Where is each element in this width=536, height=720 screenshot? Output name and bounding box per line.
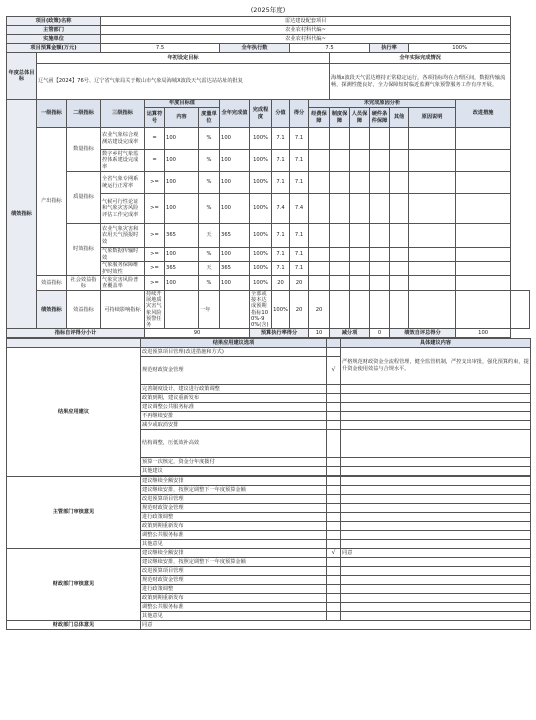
value-cell: 100 (165, 194, 199, 224)
section-label: 主管部门审核意见 (7, 476, 141, 548)
result-table (6, 338, 531, 630)
check-cell[interactable] (327, 512, 341, 521)
check-cell[interactable] (327, 584, 341, 593)
table-row (7, 291, 530, 329)
col-fix: 改进措施 (456, 100, 511, 128)
deg-cell: 100% (272, 291, 290, 329)
check-cell[interactable] (327, 429, 341, 457)
budget-value: 7.5 (101, 44, 220, 53)
done-cell: 全部或接本达成预期指标100%-90%(含) (250, 291, 272, 329)
check-cell[interactable] (327, 611, 341, 620)
option-label: 建议继续全额安排 (141, 476, 327, 485)
option-label: 改进预算项目管理 (141, 494, 327, 503)
deg-cell: 100% (250, 172, 272, 194)
deg-cell: 100% (250, 262, 272, 276)
option-label: 改进预算项目管理 (141, 566, 327, 575)
check-cell[interactable] (327, 393, 341, 402)
l3-cell: 气象服务保障维护时效性 (101, 262, 145, 276)
unit-cell (220, 291, 250, 329)
got-cell: 7.1 (290, 172, 309, 194)
l2-cell: 质量指标 (67, 172, 101, 224)
option-label: 政策到期，建议重新发布 (141, 393, 327, 402)
col-content: 内容 (165, 108, 199, 128)
check-cell[interactable] (327, 476, 341, 485)
op-cell: >= (145, 172, 165, 194)
option-label: 建议继续安排，按照定调整下一年度预算金额 (141, 485, 327, 494)
option-label: 规范财政资金管理 (141, 503, 327, 512)
value-cell: 100 (165, 128, 199, 150)
unit: 农业农村科代编~ (101, 35, 511, 44)
plan-text: 辽气函【2024】76号、辽宁省气象局关于鞍山市气象局海城X波段天气雷达站站址的批复 (37, 64, 330, 100)
check-cell[interactable] (327, 494, 341, 503)
year-title: (2025年度) (250, 6, 286, 14)
got-cell: 7.4 (290, 194, 309, 224)
option-label: 建议继续全额安排 (141, 548, 327, 557)
done-cell: 365 (220, 262, 250, 276)
unit-cell: % (199, 172, 220, 194)
l2-cell: 数量指标 (67, 128, 101, 172)
value-cell: 100 (165, 150, 199, 172)
value-cell: 100 (165, 248, 199, 262)
col-unit: 度量单位 (199, 108, 220, 128)
section-label: 财政部门总体意见 (7, 620, 141, 629)
score-cell: 7.1 (272, 128, 290, 150)
check-cell[interactable] (327, 602, 341, 611)
plan-label: 年初设定目标 (37, 53, 330, 64)
check-cell[interactable] (327, 566, 341, 575)
check-cell[interactable] (327, 457, 341, 466)
done-cell: 365 (220, 224, 250, 248)
check-mark[interactable]: √ (327, 356, 341, 384)
check-cell[interactable] (327, 402, 341, 411)
option-label: 预算一次核定，资金分年度拨付 (141, 457, 327, 466)
check-cell[interactable] (327, 411, 341, 420)
unit-cell: 天 (199, 262, 220, 276)
col-r2: 制度保障 (330, 108, 350, 128)
dept-row (7, 26, 530, 35)
section-label: 财政部门审核意见 (7, 548, 141, 620)
deg-cell: 100% (250, 128, 272, 150)
deg-cell: 100% (250, 150, 272, 172)
score-cell: 7.1 (272, 262, 290, 276)
check-mark[interactable]: √ (327, 548, 341, 557)
label: 项目(政策)名称 (7, 17, 101, 26)
unit-cell: 天 (199, 224, 220, 248)
option-label: 调整公共服务标准 (141, 602, 327, 611)
check-cell[interactable] (327, 503, 341, 512)
actual-text: 海城x波段天气雷达维持正常稳定运行，各项指标均在合理区间，数据传输流畅，探测性能良好，全力保障短时临近监测气象预警服务工作有序开展。 (330, 64, 511, 100)
got-cell: 7.1 (290, 262, 309, 276)
check-cell[interactable] (327, 466, 341, 475)
got-cell: 20 (290, 276, 309, 291)
col-l3: 三级指标 (101, 100, 145, 128)
option-label: 政策到期重新发布 (141, 593, 327, 602)
done-cell: 100 (220, 150, 250, 172)
evaluation-form (6, 4, 530, 630)
table-row (7, 224, 530, 248)
option-row (7, 476, 531, 485)
overall-text: 同意 (141, 620, 531, 629)
summary-row (7, 329, 530, 338)
col-r4: 硬件条件保障 (370, 108, 390, 128)
option-label: 进行政策调整 (141, 512, 327, 521)
perf-label: 绩效指标 (7, 100, 37, 329)
indicator-head-row-1 (7, 100, 530, 108)
option-label: 不再继续安排 (141, 411, 327, 420)
check-cell[interactable] (327, 485, 341, 494)
goal-label: 年度总体目标 (7, 53, 37, 100)
check-cell[interactable] (327, 384, 341, 393)
label: 执行率 (370, 44, 409, 53)
check-cell[interactable] (327, 521, 341, 530)
actual-label: 全年实际完成情况 (330, 53, 511, 64)
deduct-value: 0 (370, 329, 390, 338)
got-cell: 7.1 (290, 224, 309, 248)
deduct-label: 减分项 (330, 329, 370, 338)
check-cell[interactable] (327, 557, 341, 566)
section-label: 结果应用建议 (7, 347, 141, 476)
deg-cell: 100% (250, 276, 272, 291)
l3-cell: 数字乡村气象监控体系建设完成率 (101, 150, 145, 172)
option-label: 其他意见 (141, 611, 327, 620)
goal-text-row (7, 64, 530, 100)
score-cell: 20 (272, 276, 290, 291)
done-cell: 100 (220, 276, 250, 291)
col-done: 全年完成值 (220, 100, 250, 128)
deg-cell: 100% (250, 248, 272, 262)
rate-value: 100% (409, 44, 511, 53)
check-cell[interactable] (327, 539, 341, 548)
subtotal-value: 90 (145, 329, 250, 338)
subtotal-label: 指标自评得分小计 (7, 329, 145, 338)
check-cell[interactable] (327, 530, 341, 539)
option-label: 建议调整公共服务标准 (141, 402, 327, 411)
option-label: 调整公共服务标准 (141, 530, 327, 539)
col-score: 分值 (272, 100, 290, 128)
score-cell: 7.4 (272, 194, 290, 224)
table-row (7, 172, 530, 194)
total-label: 绩效自评总得分 (390, 329, 456, 338)
value-cell: 100 (165, 276, 199, 291)
col-r3: 人员保障 (350, 108, 370, 128)
project-name-row (7, 17, 530, 26)
option-label: 结构调整，压低效补高效 (141, 429, 327, 457)
check-cell[interactable] (327, 593, 341, 602)
result-head (7, 338, 531, 347)
op-cell: >= (145, 224, 165, 248)
unit-cell: % (199, 276, 220, 291)
col-l1: 一级指标 (37, 100, 67, 128)
check-cell[interactable] (327, 575, 341, 584)
option-label: 进行政策调整 (141, 584, 327, 593)
label: 主管部门 (7, 26, 101, 35)
got-cell: 7.1 (290, 248, 309, 262)
advice-text: 严格规范财政资金全流程管理，健全监管机制，严控支出审批，强化预算约束，提升资金使用效益与合规水平。 (341, 347, 531, 384)
l2-cell: 时效指标 (67, 224, 101, 276)
dept: 农业农村科代编~ (101, 26, 511, 35)
exec-value: 7.5 (290, 44, 370, 53)
self-evaluation-table (6, 16, 530, 338)
op-cell: >= (145, 248, 165, 262)
option-label: 改进预算项目管理(改进措施和方式) (141, 347, 327, 356)
op-cell: >= (145, 194, 165, 224)
col-r1: 经费保障 (309, 108, 330, 128)
option-label: 其他意见 (141, 539, 327, 548)
option-head: 结果应用建议选项 (141, 338, 327, 347)
col-target: 年度目标值 (145, 100, 220, 108)
total-value: 100 (456, 329, 511, 338)
op-cell (165, 291, 199, 329)
score-cell: 7.1 (272, 224, 290, 248)
option-label: 规范财政资金管理 (141, 575, 327, 584)
l3-cell: 全省气象专网系统运行正常率 (101, 172, 145, 194)
perf-label-2: 绩效指标 (37, 291, 67, 329)
unit-row (7, 35, 530, 44)
deg-cell: 100% (250, 194, 272, 224)
score-cell: 7.1 (272, 172, 290, 194)
unit-cell: % (199, 248, 220, 262)
deg-cell: 100% (250, 224, 272, 248)
score-cell: 7.1 (272, 150, 290, 172)
option-label: 政策到期重新发布 (141, 521, 327, 530)
label: 全年执行数 (220, 44, 290, 53)
l2-cell: 可持续影响指标 (101, 291, 145, 329)
l3-cell: 农业气象综合观测站建设完成率 (101, 128, 145, 150)
col-op: 运算符号 (145, 108, 165, 128)
score-cell: 7.1 (272, 248, 290, 262)
l3-cell: 气象灾害风险普查覆盖率 (101, 276, 145, 291)
check-cell[interactable] (327, 420, 341, 429)
col-r5: 其他 (390, 108, 409, 128)
value-cell: 一年 (199, 291, 220, 329)
table-row (7, 128, 530, 150)
unit-cell: % (199, 150, 220, 172)
col-got: 得分 (290, 100, 309, 128)
label: 实施单位 (7, 35, 101, 44)
op-cell: >= (145, 276, 165, 291)
option-label: 减少或取消安排 (141, 420, 327, 429)
l1-cell: 效益指标 (67, 291, 101, 329)
option-label: 规范财政资金管理 (141, 356, 327, 384)
col-l2: 二级指标 (67, 100, 101, 128)
col-reason: 未完成原因分析 (309, 100, 456, 108)
value-cell: 100 (165, 172, 199, 194)
done-cell: 100 (220, 194, 250, 224)
l1-cell: 产出指标 (37, 128, 67, 276)
l3-cell: 气象数据传输时效 (101, 248, 145, 262)
l3-cell: 农业气象灾害和农用天气预报时效 (101, 224, 145, 248)
l1-cell: 效益指标 (37, 276, 67, 291)
l3-cell: 气候可行性论证和气象灾害风险评估工作完成率 (101, 194, 145, 224)
option-label: 其他建议 (141, 466, 327, 475)
value-cell: 365 (165, 262, 199, 276)
done-cell: 100 (220, 128, 250, 150)
got-cell: 7.1 (290, 150, 309, 172)
l3-cell: 持续开展地质灾害气象风险预警任务 (145, 291, 165, 329)
done-cell: 100 (220, 172, 250, 194)
table-row (7, 276, 530, 291)
exec-score-label: 预算执行率得分 (250, 329, 309, 338)
agree-text: 同意 (341, 548, 531, 557)
score-cell: 20 (290, 291, 309, 329)
content-head: 具体建议内容 (341, 338, 531, 347)
option-row (7, 347, 531, 356)
op-cell: >= (145, 262, 165, 276)
option-label: 建议继续安排，按照定调整下一年度预算金额 (141, 557, 327, 566)
got-cell: 20 (309, 291, 330, 329)
op-cell: = (145, 128, 165, 150)
option-row (7, 548, 531, 557)
option-label: 完善制度设计，建议进行政策调整 (141, 384, 327, 393)
col-r6: 原因说明 (409, 108, 456, 128)
op-cell: = (145, 150, 165, 172)
col-deg: 完成程度 (250, 100, 272, 128)
unit-cell: % (199, 194, 220, 224)
exec-score-value: 10 (309, 329, 330, 338)
project-name: 雷达建设配套项目 (101, 17, 511, 26)
value-cell: 365 (165, 224, 199, 248)
budget-row (7, 44, 530, 53)
check-cell[interactable] (327, 347, 341, 356)
overall-row (7, 620, 531, 629)
label: 项目预算金额(万元) (7, 44, 101, 53)
done-cell: 100 (220, 248, 250, 262)
l2-cell: 社会效益指标 (67, 276, 101, 291)
goal-head-row (7, 53, 530, 64)
got-cell: 7.1 (290, 128, 309, 150)
unit-cell: % (199, 128, 220, 150)
